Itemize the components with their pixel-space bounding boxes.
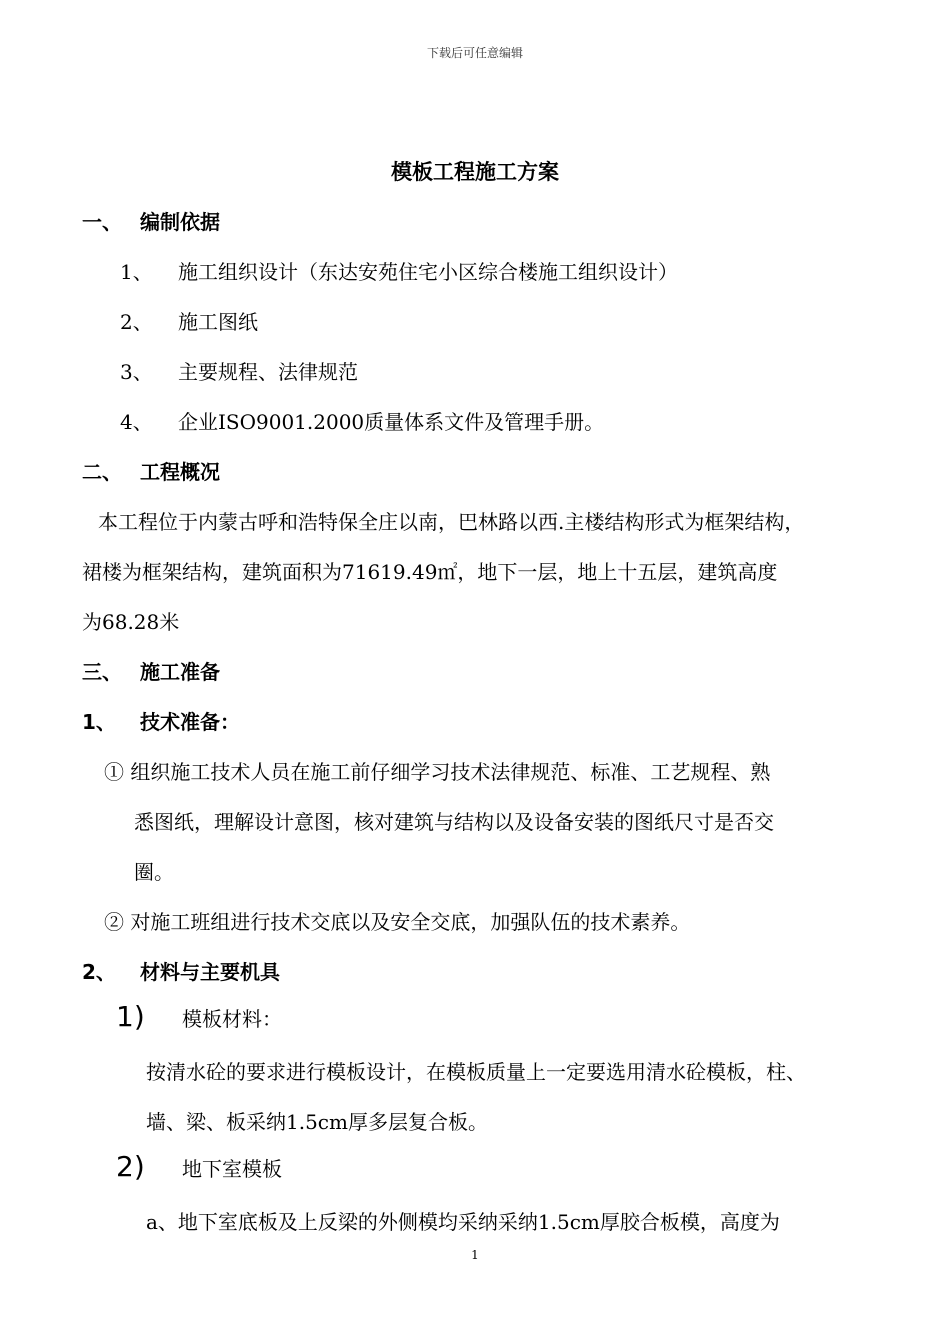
overview-line: 本工程位于内蒙古呼和浩特保全庄以南，巴林路以西.主楼结构形式为框架结构，: [98, 510, 805, 534]
section-heading-basis: [82, 206, 220, 235]
subsection-heading-materials: [82, 956, 280, 985]
technical-line: ② 对施工班组进行技术交底以及安全交底，加强队伍的技术素养。: [104, 910, 691, 934]
section-label: 施工准备: [140, 660, 220, 684]
material-label: 地下室模板: [182, 1157, 282, 1181]
material-number: 2): [116, 1150, 145, 1183]
section-number: 三、: [82, 660, 122, 684]
section-label: 编制依据: [140, 210, 220, 234]
item-text: 主要规程、法律规范: [178, 360, 358, 384]
item-number: 4、: [120, 410, 153, 434]
material-text-line: 墙、梁、板采纳1.5cm厚多层复合板。: [146, 1110, 488, 1134]
material-text-line: 按清水砼的要求进行模板设计，在模板质量上一定要选用清水砼模板，柱、: [146, 1060, 806, 1084]
item-text: 企业ISO9001.2000质量体系文件及管理手册。: [178, 410, 605, 434]
material-text-line: a、地下室底板及上反梁的外侧模均采纳采纳1.5cm厚胶合板模，高度为: [146, 1210, 780, 1234]
subsection-label: 技术准备：: [140, 710, 240, 734]
subsection-number: 2、: [82, 960, 116, 984]
item-number: 1、: [120, 260, 153, 284]
subsection-heading-technical: [82, 706, 240, 735]
subsection-label: 材料与主要机具: [140, 960, 280, 984]
list-item: [120, 306, 258, 335]
item-text: 施工组织设计（东达安苑住宅小区综合楼施工组织设计）: [178, 260, 678, 284]
item-number: 3、: [120, 360, 153, 384]
section-number: 一、: [82, 210, 122, 234]
material-label: 模板材料：: [182, 1007, 282, 1031]
technical-line: ① 组织施工技术人员在施工前仔细学习技术法律规范、标准、工艺规程、熟: [104, 760, 771, 784]
section-label: 工程概况: [140, 460, 220, 484]
technical-line: 圈。: [134, 860, 174, 884]
list-item: [120, 356, 358, 385]
page-header: 下载后可任意编辑: [426, 46, 523, 60]
document-title: 模板工程施工方案: [391, 160, 559, 184]
overview-line: 裙楼为框架结构，建筑面积为71619.49㎡，地下一层，地上十五层，建筑高度: [82, 560, 778, 584]
material-heading-formwork: [116, 1000, 282, 1033]
item-text: 施工图纸: [178, 310, 258, 334]
list-item: [120, 406, 604, 435]
item-number: 2、: [120, 310, 153, 334]
subsection-number: 1、: [82, 710, 116, 734]
overview-line: 为68.28米: [82, 610, 180, 634]
section-heading-overview: [82, 456, 220, 485]
section-number: 二、: [82, 460, 122, 484]
material-heading-basement: [116, 1150, 282, 1183]
material-number: 1): [116, 1000, 145, 1033]
page-number: 1: [471, 1248, 479, 1262]
section-heading-preparation: [82, 656, 220, 685]
list-item: [120, 256, 678, 285]
technical-line: 悉图纸，理解设计意图，核对建筑与结构以及设备安装的图纸尺寸是否交: [134, 810, 774, 834]
